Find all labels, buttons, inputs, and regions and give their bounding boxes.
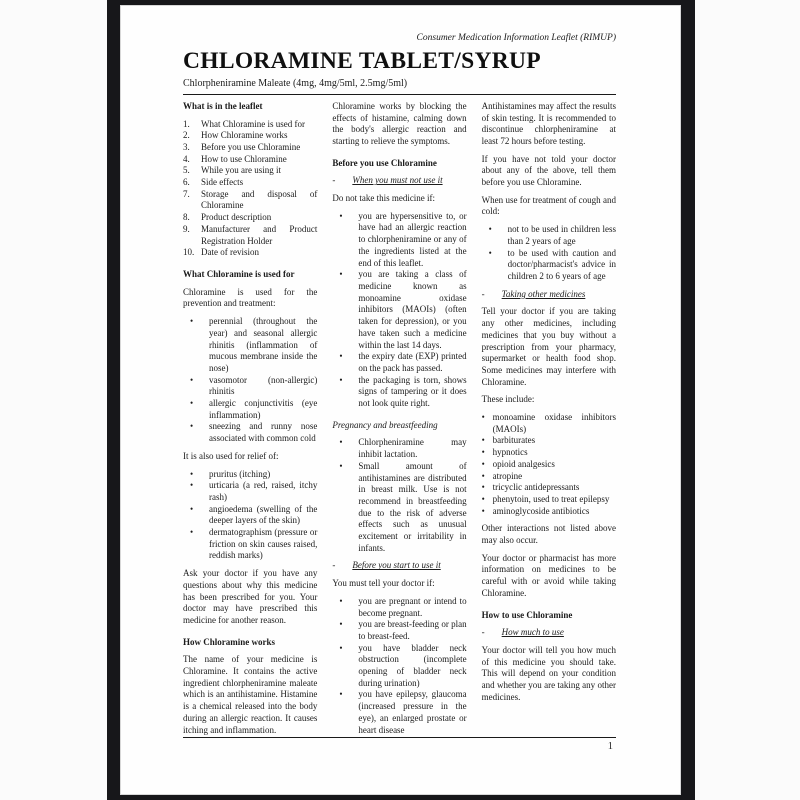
bullet-item: • you are breast-feeding or plan to breast-feed. [332,619,466,642]
bullet-item: • the expiry date (EXP) printed on the pack has passed. [332,351,466,374]
bullet-item: • atropine [482,471,616,483]
paragraph: Other interactions not listed above may also occur. [481,523,616,546]
dash-marker: - [332,560,336,571]
subsection-heading-label: Taking other medicines [501,288,586,299]
item-number: 4. [183,153,190,164]
paragraph: When use for treatment of cough and cold: [481,194,616,217]
italic-heading: Pregnancy and breastfeeding [332,419,438,430]
item-number: 6. [183,177,190,188]
numbered-item [183,177,317,189]
bullet-list [332,437,466,554]
dash-marker: - [481,627,485,638]
bullet-list [183,469,317,563]
bullet-list [183,316,317,445]
bullet-item: • not to be used in children less than 2 years of age [482,224,616,247]
paragraph: Chloramine works by blocking the effects of histamine, calming down the body's allergic reaction and starting to relieve the symptoms. [332,100,467,146]
numbered-item [183,247,317,259]
item-number: 8. [183,212,190,223]
item-text: Storage and disposal of Chloramine [201,188,318,211]
section-heading: What Chloramine is used for [183,268,295,279]
subsection-heading-label: Before you start to use it [352,560,441,571]
bullet-item: • phenytoin, used to treat epilepsy [482,494,616,506]
bullet-item: • vasomotor (non-allergic) rhinitis [183,375,317,398]
bullet-item: • Chlorpheniramine may inhibit lactation. [332,437,466,460]
item-number: 1. [183,118,190,129]
item-text: How to use Chloramine [201,153,287,164]
bullet-item: • allergic conjunctivitis (eye inflammation) [183,398,317,421]
document-subtitle: Chlorpheniramine Maleate (4mg, 4mg/5ml, 2.5mg/5ml) [183,77,408,89]
bullet-item: • tricyclic antidepressants [482,482,616,494]
header-divider [183,94,616,95]
paragraph: Your doctor or pharmacist has more information on medicines to be careful with or avoid while taking Chloramine. [481,552,616,598]
paragraph: These include: [481,394,535,405]
column-right [482,101,616,723]
item-number: 7. [183,188,190,199]
item-number: 5. [183,165,190,176]
numbered-item [183,154,317,166]
item-number: 10. [183,247,195,258]
bullet-item: • angioedema (swelling of the deeper layers of the skin) [183,504,317,527]
document-frame [107,0,695,800]
item-text: How Chloramine works [201,130,288,141]
paragraph: Tell your doctor if you are taking any other medicines, including medicines that you buy without a prescription from your pharmacy, supermarket or health food shop. Some medicines may interfere with Chloramine. [481,306,616,387]
bullet-item: • Small amount of antihistamines are distributed in breast milk. Use is not recommend in breastfeeding due to the risk of adverse effects such as unusual excitement or irritability in infants. [332,461,466,555]
item-text: What Chloramine is used for [201,118,305,129]
bullet-item: • dermatographism (pressure or friction on skin causes raised, reddish marks) [183,527,317,562]
page-content [183,33,616,735]
item-number: 2. [183,130,190,141]
bullet-item: • monoamine oxidase inhibitors (MAOIs) [482,412,616,435]
paragraph: Your doctor will tell you how much of this medicine you should take. This will depend on your condition and whether you are taking any other medicines. [481,644,616,702]
paragraph: Antihistamines may affect the results of skin testing. It is recommended to discontinue chlorpheniramine at least 72 hours before testing. [481,100,616,146]
bullet-item: • opioid analgesics [482,459,616,471]
bullet-item: • pruritus (itching) [183,469,317,481]
item-text: Manufacturer and Product Registration Holder [201,223,318,246]
subsection-heading-label: When you must not use it [352,175,443,186]
subsection-heading-label: How much to use [501,627,564,638]
item-text: While you are using it [201,165,281,176]
item-number: 3. [183,141,190,152]
item-text: Date of revision [201,247,259,258]
section-heading: Before you use Chloramine [332,157,437,168]
item-text: Side effects [201,177,244,188]
subsection-heading [482,627,616,639]
bullet-item: • the packaging is torn, shows signs of tampering or it does not look quite right. [332,375,466,410]
numbered-item [183,119,317,131]
numbered-item [183,130,317,142]
section-heading: How to use Chloramine [481,609,573,620]
bullet-item: • to be used with caution and doctor/pharmacist's advice in children 2 to 6 years of age [482,248,616,283]
bullet-item: • you are pregnant or intend to become pregnant. [332,596,466,619]
paragraph: Chloramine is used for the prevention and treatment: [183,286,318,309]
bullet-list [332,211,466,410]
column-middle [332,100,467,735]
subsection-heading [332,560,466,572]
section-heading: How Chloramine works [183,636,275,647]
bullet-item: • sneezing and runny nose associated with common cold [183,421,317,444]
bullet-item: • you are hypersensitive to, or have had an allergic reaction to chlorpheniramine or any of the ingredients listed at the end of this leaflet. [332,211,466,270]
bullet-item: • hypnotics [482,447,616,459]
numbered-item [183,165,317,177]
leaflet-page [120,5,681,795]
paragraph: If you have not told your doctor about any of the above, tell them before you use Chloramine. [481,153,616,188]
numbered-item [183,224,317,247]
paragraph: The name of your medicine is Chloramine. It contains the active ingredient chlorpheniramine maleate which is an antihistamine. Histamine is a chemical released into the body during an allergic reaction. It causes itching and inflammation. [183,654,318,735]
bullet-item: • you are taking a class of medicine known as monoamine oxidase inhibitors (MAOIs) (often taken for depression), or you have taken such a medicine within the last 14 days. [332,269,466,351]
item-text: Before you use Chloramine [201,141,301,152]
numbered-item [183,142,317,154]
bullet-item: • perennial (throughout the year) and seasonal allergic rhinitis (inflammation of mucous membrane inside the nose) [183,316,317,375]
paragraph: Do not take this medicine if: [332,193,436,204]
bullet-item: • urticaria (a red, raised, itchy rash) [183,480,317,503]
page-number: 1 [607,741,613,752]
paragraph: You must tell your doctor if: [332,578,435,589]
dash-marker: - [332,175,336,186]
bullet-list [482,412,616,517]
item-text: Product description [201,212,272,223]
subsection-heading [332,175,466,187]
bullet-item: • barbiturates [482,435,616,447]
numbered-list [183,119,317,259]
bullet-item: • you have epilepsy, glaucoma (increased pressure in the eye), an enlarged prostate or heart disease [332,689,466,736]
paragraph: It is also used for relief of: [183,450,279,461]
bullet-list [482,224,616,283]
subsection-heading [482,289,616,301]
numbered-item [183,189,317,212]
footer-divider [183,737,616,738]
paragraph: Ask your doctor if you have any questions about why this medicine has been prescribed for you. Your doctor may have prescribed this medicine for another reason. [183,568,318,625]
numbered-item [183,212,317,224]
leaflet-type-label: Consumer Medication Information Leaflet (RIMUP) [416,33,616,43]
section-heading: What is in the leaflet [183,100,263,111]
column-left [183,100,318,735]
document-title: CHLORAMINE TABLET/SYRUP [183,48,541,74]
bullet-list [332,596,466,736]
bullet-item: • aminoglycoside antibiotics [482,506,616,518]
bullet-item: • you have bladder neck obstruction (incomplete opening of bladder neck during urination) [332,643,466,690]
item-number: 9. [183,223,190,234]
dash-marker: - [481,288,485,299]
leaflet-columns [183,100,616,735]
